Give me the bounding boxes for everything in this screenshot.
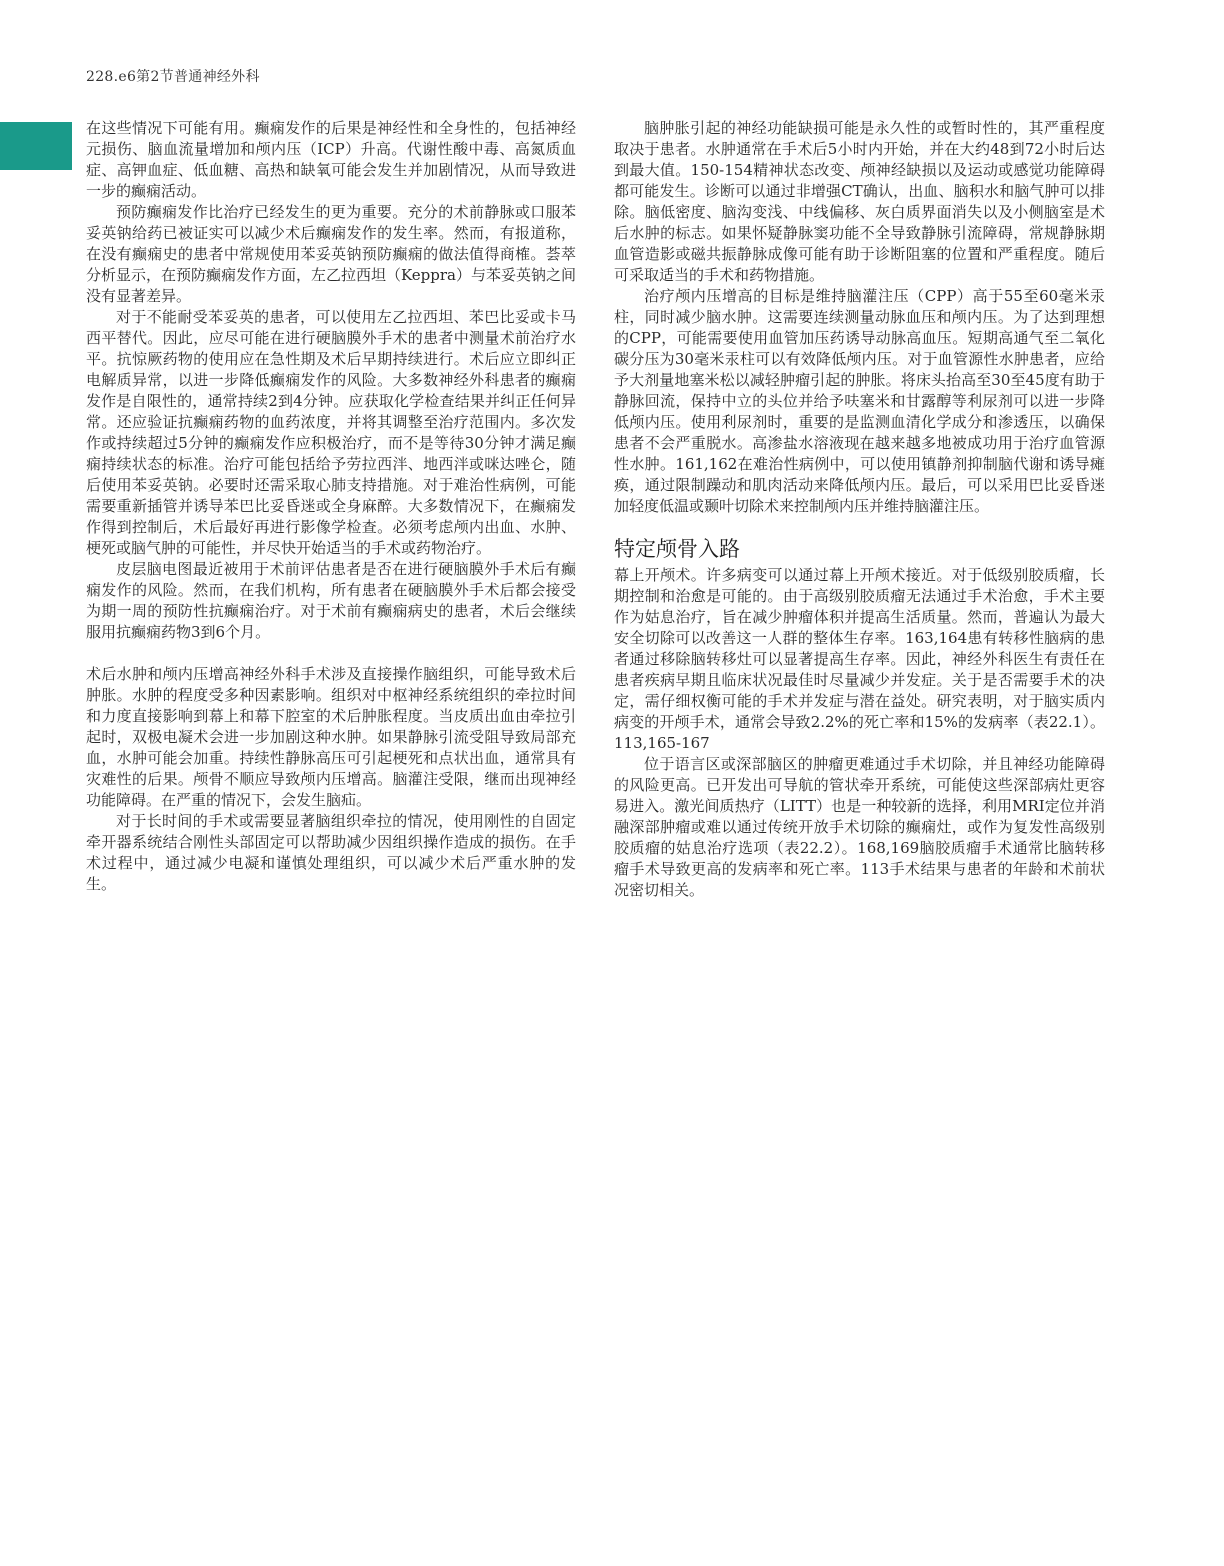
body-paragraph: 在这些情况下可能有用。癫痫发作的后果是神经性和全身性的，包括神经元损伤、脑血流量增加和颅内压（ICP）升高。代谢性酸中毒、高氮质血症、高钾血症、低血糖、高热和缺氧可能会发生并加剧情况，从而导致进一步的癫痫活动。 <box>86 119 576 200</box>
body-paragraph: 脑肿胀引起的神经功能缺损可能是永久性的或暂时性的，其严重程度取决于患者。水肿通常在手术后5小时内开始，并在大约48到72小时后达到最大值。150-154精神状态改变、颅神经缺损以及运动或感觉功能障碍都可能发生。诊断可以通过非增强CT确认，出血、脑积水和脑气肿可以排除。脑低密度、脑沟变浅、中线偏移、灰白质界面消失以及小侧脑室是术后水肿的标志。如果怀疑静脉窦功能不全导致静脉引流障碍，常规静脉期血管造影或磁共振静脉成像可能有助于诊断阻塞的位置和严重程度。随后可采取适当的手术和药物措施。 <box>614 119 1105 284</box>
section-heading: 特定颅骨入路 <box>614 537 740 561</box>
body-paragraph: 对于长时间的手术或需要显著脑组织牵拉的情况，使用刚性的自固定牵开器系统结合刚性头部固定可以帮助减少因组织操作造成的损伤。在手术过程中，通过减少电凝和谨慎处理组织，可以减少术后严重水肿的发生。 <box>86 812 576 893</box>
body-paragraph: 预防癫痫发作比治疗已经发生的更为重要。充分的术前静脉或口服苯妥英钠给药已被证实可以减少术后癫痫发作的发生率。然而，有报道称，在没有癫痫史的患者中常规使用苯妥英钠预防癫痫的做法值得商榷。荟萃分析显示，在预防癫痫发作方面，左乙拉西坦（Keppra）与苯妥英钠之间没有显著差异。 <box>86 203 577 305</box>
left-column <box>86 118 576 895</box>
right-column <box>614 118 1105 901</box>
running-header: 228.e6第2节普通神经外科 <box>86 69 260 85</box>
body-paragraph: 幕上开颅术。许多病变可以通过幕上开颅术接近。对于低级别胶质瘤，长期控制和治愈是可能的。由于高级别胶质瘤无法通过手术治愈，手术主要作为姑息治疗，旨在减少肿瘤体积并提高生活质量。然而，普遍认为最大安全切除可以改善这一人群的整体生存率。163,164患有转移性脑病的患者通过移除脑转移灶可以显著提高生存率。因此，神经外科医生有责任在患者疾病早期且临床状况最佳时尽量减少并发症。关于是否需要手术的决定，需仔细权衡可能的手术并发症与潜在益处。研究表明，对于脑实质内病变的开颅手术，通常会导致2.2%的死亡率和15%的发病率（表22.1）。113,165-167 <box>614 566 1105 752</box>
body-paragraph: 位于语言区或深部脑区的肿瘤更难通过手术切除，并且神经功能障碍的风险更高。已开发出可导航的管状牵开系统，可能使这些深部病灶更容易进入。激光间质热疗（LITT）也是一种较新的选择，利用MRI定位并消融深部肿瘤或难以通过传统开放手术切除的癫痫灶，或作为复发性高级别胶质瘤的姑息治疗选项（表22.2）。168,169脑胶质瘤手术通常比脑转移瘤手术导致更高的发病率和死亡率。113手术结果与患者的年龄和术前状况密切相关。 <box>614 755 1105 899</box>
body-paragraph: 治疗颅内压增高的目标是维持脑灌注压（CPP）高于55至60毫米汞柱，同时减少脑水肿。这需要连续测量动脉血压和颅内压。为了达到理想的CPP，可能需要使用血管加压药诱导动脉高血压。短期高通气至二氧化碳分压为30毫米汞柱可以有效降低颅内压。对于血管源性水肿患者，应给予大剂量地塞米松以减轻肿瘤引起的肿胀。将床头抬高至30至45度有助于静脉回流，保持中立的头位并给予呋塞米和甘露醇等利尿剂可以进一步降低颅内压。使用利尿剂时，重要的是监测血清化学成分和渗透压，以确保患者不会严重脱水。高渗盐水溶液现在越来越多地被成功用于治疗血管源性水肿。161,162在难治性病例中，可以使用镇静剂抑制脑代谢和诱导瘫痪，通过限制躁动和肌肉活动来降低颅内压。最后，可以采用巴比妥昏迷加轻度低温或颞叶切除术来控制颅内压并维持脑灌注压。 <box>614 287 1105 515</box>
body-paragraph: 对于不能耐受苯妥英的患者，可以使用左乙拉西坦、苯巴比妥或卡马西平替代。因此，应尽可能在进行硬脑膜外手术的患者中测量术前治疗水平。抗惊厥药物的使用应在急性期及术后早期持续进行。术后应立即纠正电解质异常，以进一步降低癫痫发作的风险。大多数神经外科患者的癫痫发作是自限性的，通常持续2到4分钟。应获取化学检查结果并纠正任何异常。还应验证抗癫痫药物的血药浓度，并将其调整至治疗范围内。多次发作或持续超过5分钟的癫痫发作应积极治疗，而不是等待30分钟才满足癫痫持续状态的标准。治疗可能包括给予劳拉西泮、地西泮或咪达唑仑，随后使用苯妥英钠。必要时还需采取心肺支持措施。对于难治性病例，可能需要重新插管并诱导苯巴比妥昏迷或全身麻醉。大多数情况下，在癫痫发作得到控制后，术后最好再进行影像学检查。必须考虑颅内出血、水肿、梗死或脑气肿的可能性，并尽快开始适当的手术或药物治疗。 <box>86 308 576 557</box>
body-paragraph: 皮层脑电图最近被用于术前评估患者是否在进行硬脑膜外手术后有癫痫发作的风险。然而，在我们机构，所有患者在硬脑膜外手术后都会接受为期一周的预防性抗癫痫治疗。对于术前有癫痫病史的患者，术后会继续服用抗癫痫药物3到6个月。 <box>86 560 576 641</box>
chapter-color-tab <box>0 122 72 170</box>
body-paragraph: 术后水肿和颅内压增高神经外科手术涉及直接操作脑组织，可能导致术后肿胀。水肿的程度受多种因素影响。组织对中枢神经系统组织的牵拉时间和力度直接影响到幕上和幕下腔室的术后肿胀程度。当皮质出血由牵拉引起时，双极电凝术会进一步加剧这种水肿。如果静脉引流受阻导致局部充血，水肿可能会加重。持续性静脉高压可引起梗死和点状出血，通常具有灾难性的后果。颅骨不顺应导致颅内压增高。脑灌注受限，继而出现神经功能障碍。在严重的情况下，会发生脑疝。 <box>86 665 576 809</box>
